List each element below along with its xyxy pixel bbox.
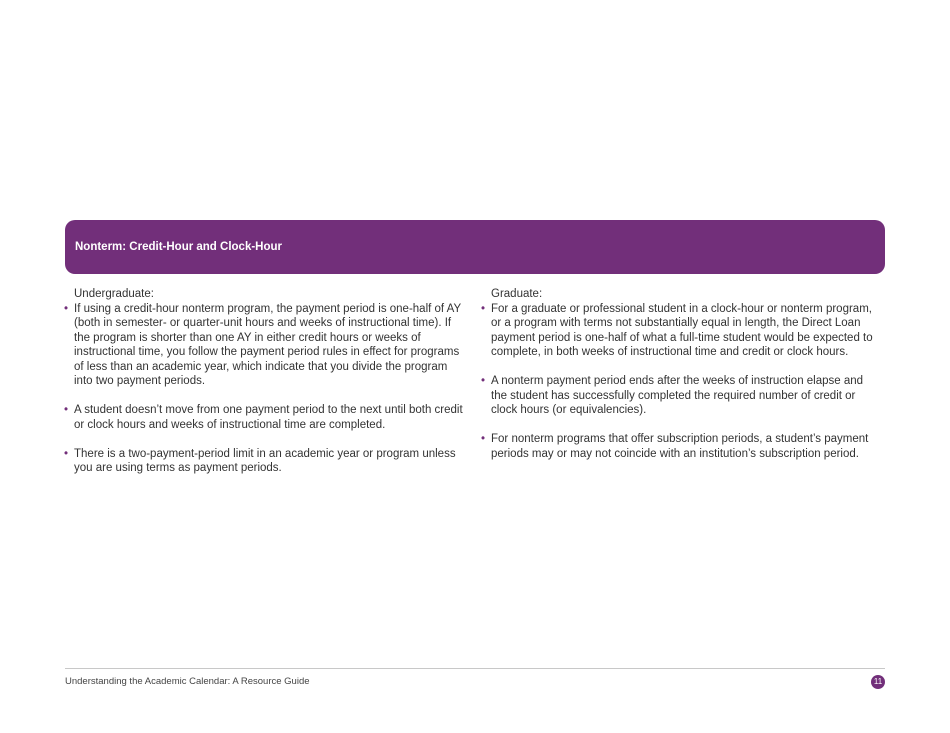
section-banner [65, 220, 885, 274]
graduate-heading: Graduate: [491, 288, 543, 300]
list-item [481, 432, 881, 461]
list-item-text: For nonterm programs that offer subscription periods, a student’s payment periods may or may not coincide with an institution’s subscription period. [491, 433, 869, 460]
footer-guide-title: Understanding the Academic Calendar: A Resource Guide [65, 676, 310, 687]
list-item [481, 374, 881, 418]
undergraduate-heading: Undergraduate: [74, 288, 154, 300]
list-item [64, 302, 464, 389]
footer-divider [65, 668, 885, 669]
list-item-text: If using a credit-hour nonterm program, the payment period is one-half of AY (both in semester- or quarter-unit hours and weeks of instructional time). If the program is shorter than one AY in either credit hours or weeks of instructional time, you follow the payment period rules in effect for programs of less than an academic year, which indicate that you divide the program into two payment periods. [74, 302, 461, 387]
bullet-icon: • [64, 302, 69, 315]
bullet-icon: • [64, 447, 69, 460]
list-item [64, 447, 464, 476]
bullet-icon: • [64, 404, 69, 416]
bullet-icon: • [481, 375, 486, 387]
list-item-text: A student doesn’t move from one payment period to the next until both credit or clock hours and weeks of instructional time are completed. [74, 404, 463, 431]
page-number-badge: 11 [871, 675, 885, 689]
list-item [64, 403, 464, 432]
list-item-text: For a graduate or professional student in a clock-hour or nonterm program, or a program with terms not substantially equal in length, the Direct Loan payment period is one-half of what a full-time student would be expected to complete, in both weeks of instructional time and credit or clock hours. [491, 302, 873, 358]
bullet-icon: • [481, 302, 486, 315]
section-title: Nonterm: Credit-Hour and Clock-Hour [75, 241, 282, 253]
list-item [481, 302, 881, 360]
list-item-text: There is a two-payment-period limit in an academic year or program unless you are using terms as payment periods. [74, 447, 456, 474]
graduate-list [481, 302, 881, 462]
list-item-text: A nonterm payment period ends after the weeks of instruction elapse and the student has successfully completed the required number of credit or clock hours (or equivalencies). [491, 375, 864, 416]
graduate-column [481, 287, 881, 476]
undergraduate-column [64, 287, 464, 490]
bullet-icon: • [481, 433, 486, 445]
undergraduate-list [64, 302, 464, 476]
